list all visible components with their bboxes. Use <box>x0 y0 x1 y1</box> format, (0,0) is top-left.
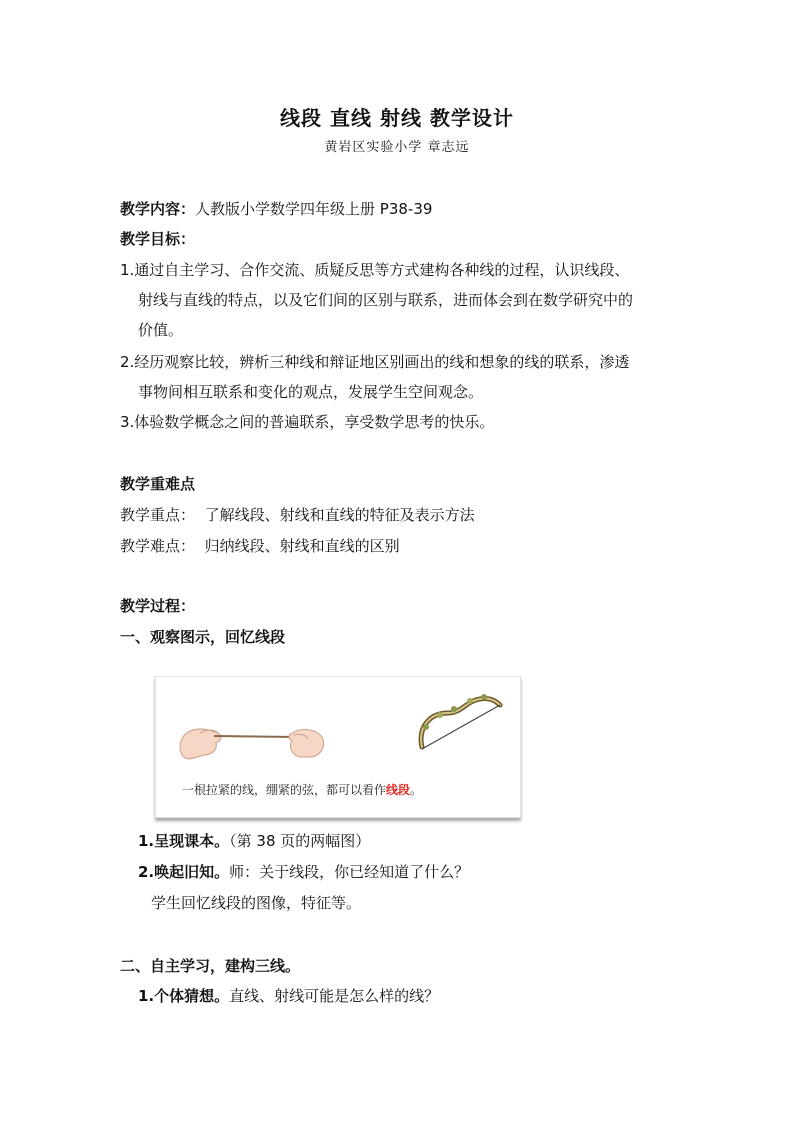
figure-caption: 一根拉紧的线，绷紧的弦，都可以看作线段。 <box>182 783 423 797</box>
focus-label: 教学重点： <box>120 506 196 524</box>
goal-1-line-1: 1.通过自主学习、合作交流、质疑反思等方式建构各种线的过程，认识线段、 <box>120 261 630 279</box>
right-hand-icon <box>289 730 324 757</box>
content-label: 教学内容： <box>120 200 196 218</box>
goal-2-line-1: 2.经历观察比较，辨析三种线和辩证地区别画出的线和想象的线的联系，渗透 <box>120 353 630 371</box>
content-text: 人教版小学数学四年级上册 P38-39 <box>195 200 433 218</box>
focus-row <box>120 504 475 525</box>
step-2-text: 师：关于线段，你已经知道了什么？ <box>229 863 470 881</box>
goal-1-line-3: 价值。 <box>138 321 184 339</box>
section-1-heading: 一、观察图示，回忆线段 <box>120 628 286 646</box>
step-1-label: 1.呈现课本。 <box>138 832 230 850</box>
goal-2-line-2: 事物间相互联系和变化的观点，发展学生空间观念。 <box>138 383 484 401</box>
goals-label: 教学目标： <box>120 230 196 248</box>
goal-1-line-2: 射线与直线的特点，以及它们间的区别与联系，进而体会到在数学研究中的 <box>138 291 634 309</box>
difficulty-row <box>120 535 400 556</box>
step-2 <box>138 861 469 882</box>
section-2-heading: 二、自主学习，建构三线。 <box>120 957 301 975</box>
bow-icon <box>421 698 500 747</box>
step-3 <box>138 985 439 1006</box>
step-1-text: （第 38 页的两幅图） <box>229 832 371 850</box>
step-2-answer: 学生回忆线段的图像，特征等。 <box>151 894 362 912</box>
page-title: 线段 直线 射线 教学设计 <box>280 106 514 130</box>
step-3-label: 1.个体猜想。 <box>138 987 230 1005</box>
string-and-bow-illustration <box>156 677 520 777</box>
difficulty-label: 教学难点： <box>120 537 196 555</box>
key-points-label: 教学重难点 <box>120 475 196 493</box>
goal-3: 3.体验数学概念之间的普遍联系，享受数学思考的快乐。 <box>120 413 495 431</box>
process-label: 教学过程： <box>120 597 196 615</box>
textbook-figure <box>155 676 521 818</box>
step-3-text: 直线、射线可能是怎么样的线？ <box>229 987 440 1005</box>
content-row <box>120 198 432 219</box>
left-hand-icon <box>180 729 221 759</box>
focus-text: 了解线段、射线和直线的特征及表示方法 <box>204 506 475 524</box>
step-2-label: 2.唤起旧知。 <box>138 863 230 881</box>
step-1 <box>138 830 370 851</box>
taut-string <box>214 736 296 737</box>
author-line: 黄岩区实验小学 章志远 <box>324 140 470 155</box>
difficulty-text: 归纳线段、射线和直线的区别 <box>204 537 400 555</box>
caption-highlight: 线段 <box>386 783 411 797</box>
